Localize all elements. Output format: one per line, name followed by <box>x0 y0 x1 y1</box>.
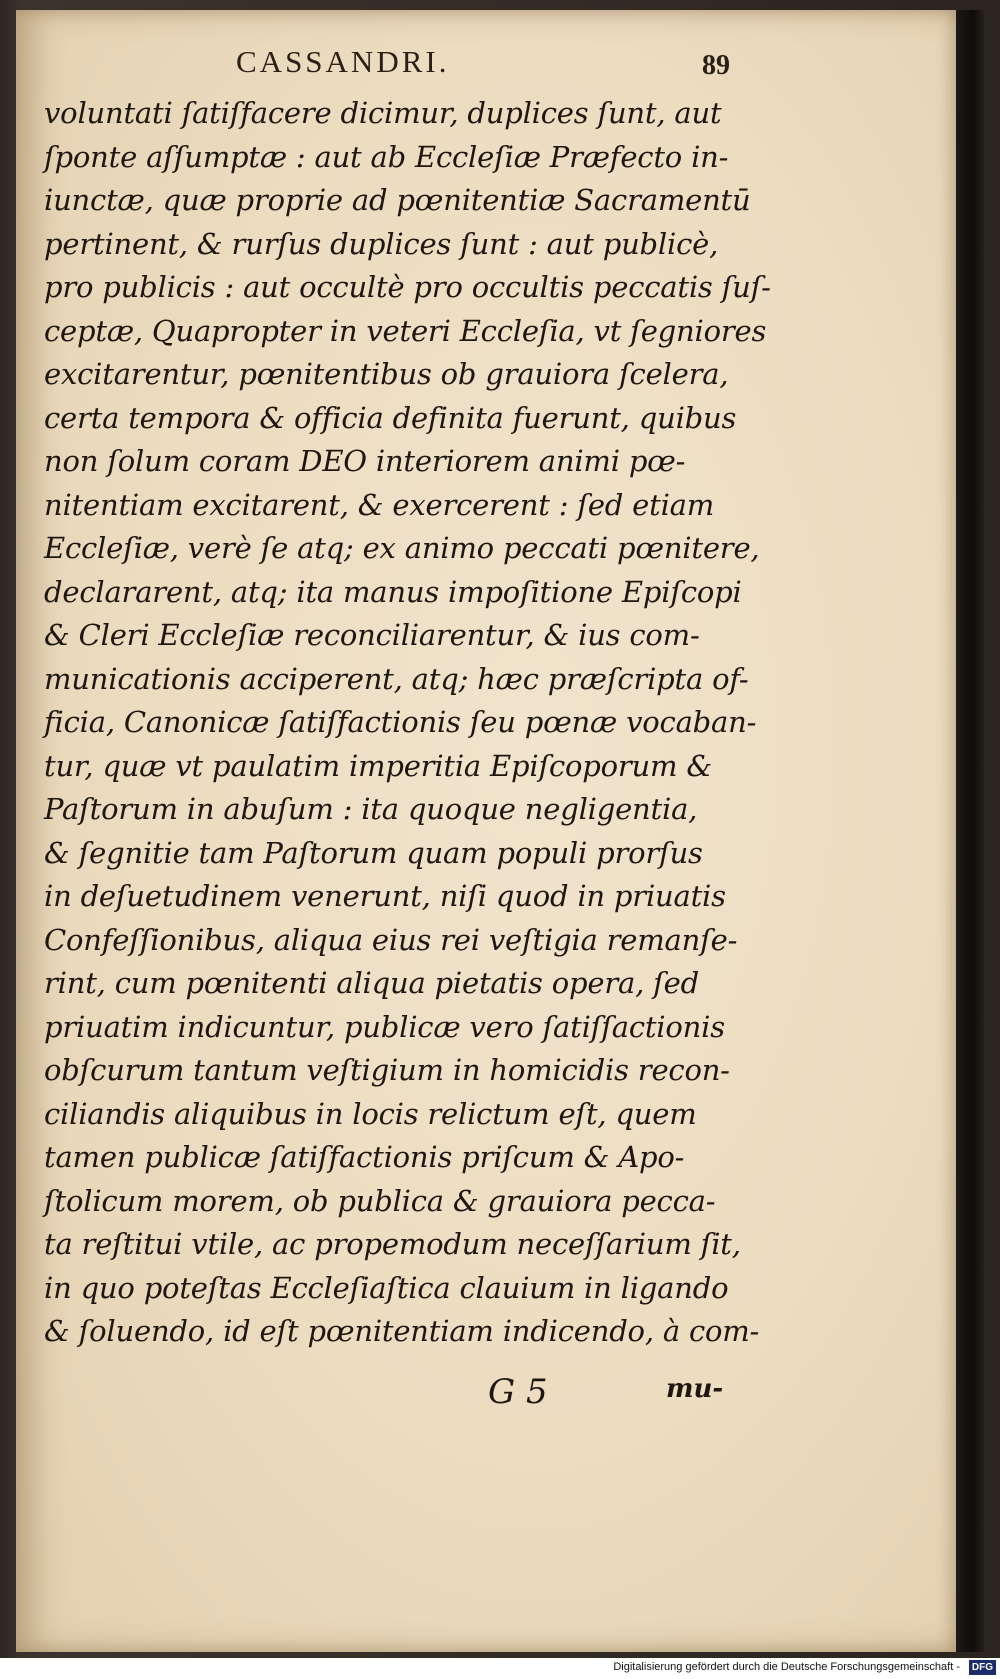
text-line: excitarentur, pœnitentibus ob grauiora ſcelera, <box>44 357 729 391</box>
text-line: certa tempora & officia definita fuerunt, quibus <box>44 400 737 435</box>
text-block <box>44 92 771 1354</box>
text-line: tur, quæ vt paulatim imperitia Epiſcoporum & <box>44 748 712 783</box>
text-line: ceptæ, Quapropter in veteri Eccleſia, vt ſegniores <box>44 313 767 348</box>
signature-mark: G 5 <box>488 1372 548 1412</box>
text-line: in deſuetudinem venerunt, niſi quod in priuatis <box>44 879 726 913</box>
text-line: ficia, Canonicæ ſatiſfactionis ſeu pœnæ vocaban- <box>44 705 757 739</box>
text-line: ciliandis aliquibus in locis relictum eſt, quem <box>44 1096 697 1131</box>
text-line: priuatim indicuntur, publicæ vero ſatiſſactionis <box>44 1009 725 1044</box>
text-line: pertinent, & rurſus duplices ſunt : aut publicè, <box>44 226 719 261</box>
page-number: 89 <box>702 50 730 81</box>
text-line: voluntati ſatiſfacere dicimur, duplices ſunt, aut <box>44 96 722 130</box>
text-line: pro publicis : aut occultè pro occultis peccatis ſuſ- <box>44 270 771 304</box>
text-line: declararent, atq; ita manus impoſitione Epiſcopi <box>44 574 742 609</box>
funding-credit: Digitalisierung gefördert durch die Deutsche Forschungsgemeinschaft - <box>613 1661 960 1673</box>
text-line: municationis acciperent, atq; hæc præſcripta of- <box>44 661 749 696</box>
text-line: obſcurum tantum veſtigium in homicidis recon- <box>44 1053 730 1087</box>
page-edge <box>956 10 984 1652</box>
catchword: mu- <box>666 1374 724 1404</box>
text-line: non ſolum coram DEO interiorem animi pœ- <box>44 444 686 478</box>
dfg-logo: DFG <box>969 1660 996 1675</box>
text-line: Eccleſiæ, verè ſe atq; ex animo peccati pœnitere, <box>44 531 760 565</box>
text-line: Confeſſionibus, aliqua eius rei veſtigia remanſe- <box>44 922 738 957</box>
text-line: & ſegnitie tam Paſtorum quam populi prorſus <box>44 835 703 870</box>
text-line: rint, cum pœnitenti aliqua pietatis opera, ſed <box>44 966 699 1000</box>
text-line: tamen publicæ ſatiſfactionis priſcum & Apo- <box>44 1140 685 1174</box>
text-line: iunctæ, quæ proprie ad pœnitentiæ Sacramentū <box>44 183 751 217</box>
text-line: & ſoluendo, id eſt pœnitentiam indicendo, à com- <box>44 1314 760 1348</box>
text-line: & Cleri Eccleſiæ reconciliarentur, & ius com- <box>44 618 700 652</box>
text-line: Paſtorum in abuſum : ita quoque negligentia, <box>44 792 698 826</box>
digitization-footer <box>0 1658 1000 1679</box>
text-line: nitentiam excitarent, & exercerent : ſed etiam <box>44 487 715 522</box>
text-line: ſponte aſſumptæ : aut ab Eccleſiæ Præfecto in- <box>44 139 729 174</box>
text-line: ta reſtitui vtile, ac propemodum neceſſarium ſit, <box>44 1227 741 1261</box>
text-line: in quo poteſtas Eccleſiaſtica clauium in ligando <box>44 1270 729 1305</box>
text-line: ſtolicum morem, ob publica & grauiora pecca- <box>44 1183 716 1218</box>
running-head: CASSANDRI. <box>236 44 450 79</box>
